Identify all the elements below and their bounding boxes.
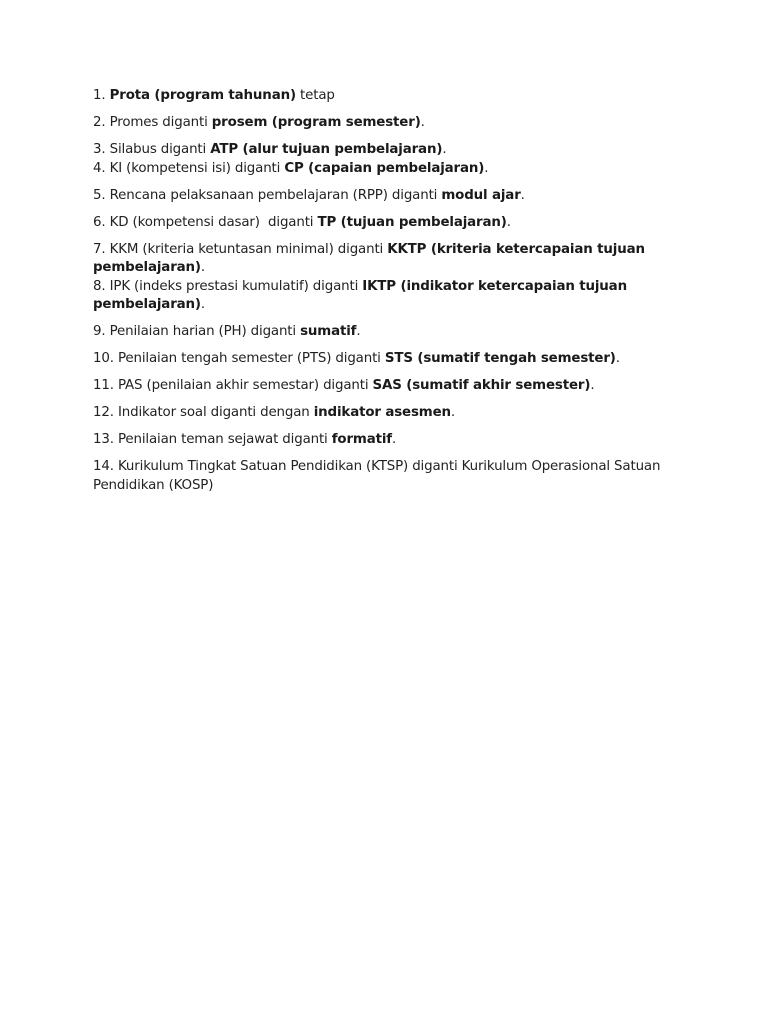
list-item-1 (93, 87, 683, 106)
list-item-11 (93, 377, 683, 396)
list-item-9 (93, 323, 683, 342)
item-number: 7. (93, 241, 106, 257)
list-item-10 (93, 350, 683, 369)
item-bold-term: sumatif (300, 324, 357, 339)
item-text-after: . (450, 405, 456, 420)
item-bold-term: prosem (program semester) (211, 115, 421, 130)
item-text-after: . (442, 142, 447, 157)
item-bold-term: CP (capaian pembelajaran) (284, 160, 485, 176)
item-text-after: . (615, 351, 620, 366)
item-number: 6. (93, 214, 106, 230)
item-bold-term: Prota (program tahunan) (109, 88, 296, 103)
item-text-before: Rencana pelaksanaan pembelajaran (RPP) diganti (109, 187, 442, 203)
item-text-after: . (506, 214, 511, 230)
item-number: 14. (93, 459, 114, 474)
document-body (93, 87, 683, 504)
item-text-before: Penilaian harian (PH) diganti (109, 324, 301, 339)
item-number: 3. (93, 142, 106, 157)
item-text-after: . (520, 187, 525, 203)
item-text-after: . (590, 378, 595, 393)
item-text-after: . (200, 297, 205, 312)
item-text-before: KKM (kriteria ketuntasan minimal) diganti (109, 241, 388, 257)
item-text-before: Kurikulum Tingkat Satuan Pendidikan (KTSP) diganti Kurikulum Operasional Satuan Pendidikan (KOSP) (93, 459, 661, 493)
item-number: 4. (93, 160, 106, 176)
item-text-after: . (200, 260, 205, 275)
list-item-12 (93, 404, 683, 423)
item-number: 10. (93, 351, 114, 366)
list-item-4 (93, 160, 683, 179)
list-item-5 (93, 187, 683, 206)
list-item-7 (93, 241, 683, 278)
list-item-2 (93, 114, 683, 133)
item-text-after: . (420, 115, 425, 130)
list-item-14 (93, 458, 683, 495)
list-item-3 (93, 141, 683, 160)
item-text-after: . (356, 324, 361, 339)
item-bold-term: ATP (alur tujuan pembelajaran) (210, 142, 443, 157)
item-number: 11. (93, 378, 114, 393)
item-number: 2. (93, 115, 106, 130)
item-text-before: PAS (penilaian akhir semestar) diganti (117, 378, 373, 393)
item-text-before: Promes diganti (109, 115, 212, 130)
item-text-before: KD (kompetensi dasar) diganti (109, 214, 318, 230)
item-text-after: tetap (295, 88, 335, 103)
item-text-after: . (484, 160, 489, 176)
item-bold-term: modul ajar (441, 187, 521, 203)
item-text-before: Indikator soal diganti dengan (117, 405, 314, 420)
item-bold-term: indikator asesmen (313, 405, 451, 420)
item-bold-term: IKTP (indikator ketercapaian tujuan pembelajaran) (93, 278, 627, 312)
item-number: 12. (93, 405, 114, 420)
item-number: 5. (93, 187, 106, 203)
item-text-before: IPK (indeks prestasi kumulatif) diganti (109, 278, 363, 294)
list-item-8 (93, 278, 683, 315)
item-number: 8. (93, 278, 106, 294)
item-text-before: Silabus diganti (109, 142, 211, 157)
list-item-13 (93, 431, 683, 450)
item-text-before: Penilaian teman sejawat diganti (117, 432, 332, 447)
item-number: 9. (93, 324, 106, 339)
item-text-before: KI (kompetensi isi) diganti (109, 160, 285, 176)
item-bold-term: STS (sumatif tengah semester) (384, 351, 616, 366)
item-text-before: Penilaian tengah semester (PTS) diganti (117, 351, 385, 366)
item-bold-term: formatif (331, 432, 392, 447)
item-number: 1. (93, 88, 106, 103)
item-bold-term: SAS (sumatif akhir semester) (372, 378, 591, 393)
list-item-6 (93, 214, 683, 233)
item-number: 13. (93, 432, 114, 447)
item-text-after: . (391, 432, 397, 447)
item-bold-term: TP (tujuan pembelajaran) (317, 214, 507, 230)
item-bold-term: KKTP (kriteria ketercapaian tujuan pembelajaran) (93, 241, 645, 275)
